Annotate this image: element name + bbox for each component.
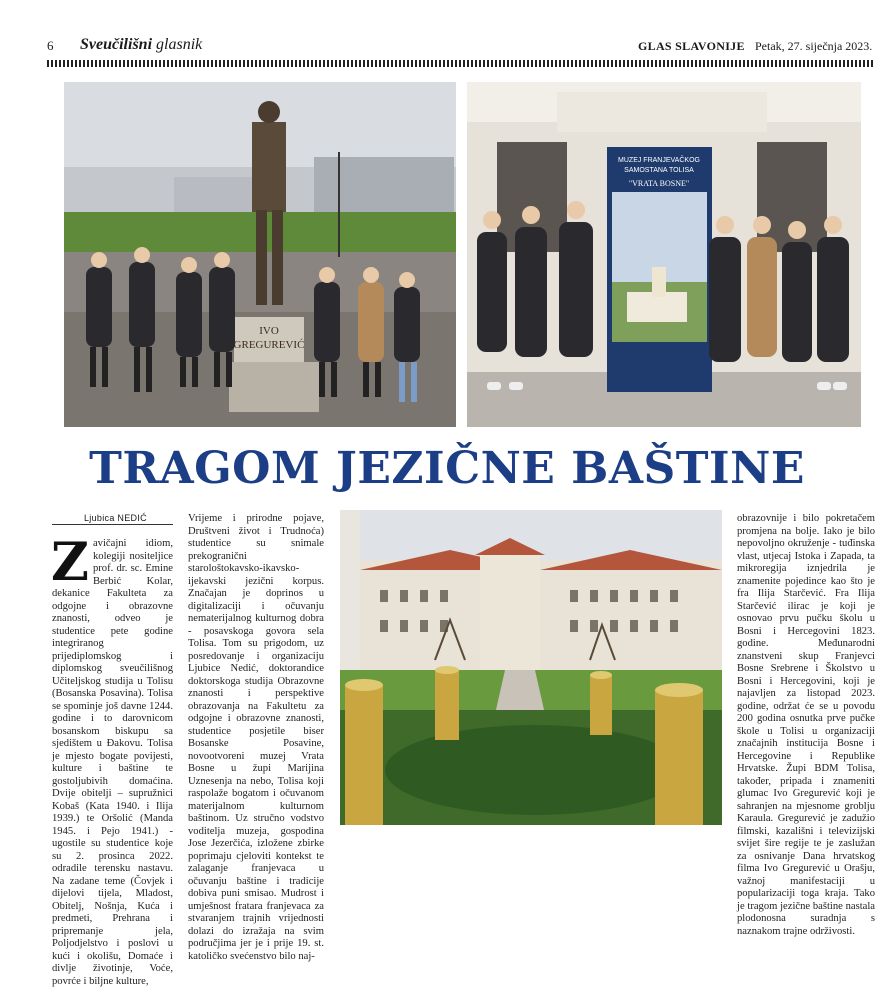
article-column-2: Vrijeme i prirodne pojave, Društveni život i Trudnoća) studentice su snimale prekogranični starološtokavsko-ikavsko-ijekavski jezični korpus. Značajan je doprinos u digitalizaciji i očuvanju nematerijalnog kulturnog dobra - posavskoga govora sela Tolisa. Tom su prigodom, uz posredovanje i organizaciju Ljubice Nedić, doktorandice doktorskoga studija Obrazovne znanosti i perspektive obrazovanja na Fakultetu za odgojne i obrazovne znanosti, studentice posjetile biser Bosanske Posavine, novootvoreni muzej Vrata Bosne u župi Marijina Uznesenja na nebo, Tolisa koji raspolaže bogatom i očuvanom materijalnom kulturnom baštinom. Uz stručno vodstvo voditelja muzeja, gospodina Jose Jezerčića, izložene zbirke poprimaju cjeloviti kontekst te zalaganje franjevaca u očuvanju baštine i tradicije dobiva puni smisao. Mudrost i umješnost fratara franjevaca za stvaranjem trajnih vrijednosti dolazi do izražaja na svim područjima jer je i prije 19. st. katoličko svećenstvo bilo naj- [188,513,324,962]
page-number: 6 [47,38,54,53]
header-rule [47,60,875,67]
issue-date: Petak, 27. siječnja 2023. [755,39,873,53]
banner-line2: SAMOSTANA TOLISA [624,167,694,174]
drop-cap: Z [51,532,89,593]
statue-plaque-line2: GREGUREVIĆ [233,339,305,351]
newspaper-name: GLAS SLAVONIJE [638,39,745,53]
masthead-light: glasnik [156,36,203,53]
photo-monastery [340,510,722,825]
banner-line1: MUZEJ FRANJEVAČKOG [618,157,700,164]
banner-line3: "VRATA BOSNE" [628,179,690,188]
photo-museum-group [467,82,861,427]
article-author: Ljubica NEDIĆ [84,513,147,523]
article-column-3: obrazovnije i bilo pokretačem promjena na bolje. Iako je bilo nepovoljno okruženje - tuđinska vlast, utjecaj Istoka i Zapada, ta mikroregija iznjedrila je znamenite pojedince kao što je fra Ilija Starčević. Fra Ilija Starčević ilirac je koji je osnovao prvu pučku školu u Bosni i Hercegovini 1823. godine. Međunarodni znanstveni skup Franjevci Bosne Srebrene i Školstvo u Bosni i Hercegovini, koji je najavljen za listopad 2023. godine, održat će se u povodu 200 godina osnutka prve pučke škole u Tolisi u organizaciji značajnih institucija Bosne i Hercegovine i Republike Hrvatske. Župi BDM Tolisa, također, pripada i znameniti glumac Ivo Gregurević koji je sahranjen na mjesnome groblju Karaula. Gregurević je zadužio filmski, kazališni i televizijski svijet šire regije te je zaslužan za osnivanje Dana hrvatskog filma Ivo Gregurević u Orašju, važnoj manifestaciji u popularizaciji toga kraja. Tako je tragom jezične baštine nastala plodonosna suradnja s naznakom trajne održivosti. [737,513,875,937]
column-1-text: avičajni idiom, kolegiji nositeljice prof. dr. sc. Emine Berbić Kolar, dekanice Fakulteta za odgojne i obrazovne znanosti, odveo je studentice pete godine integriranog prijediplomskog i diplomskog sveučilišnog Učiteljskog studija u Tolisu (Bosanska Posavina). Tolisa se spominje još davne 1244. godine i to darovnicom bosanskom biskupu sa sjedištem u Đakovu. Tolisa je mjesto bogate povijesti, kulture i baštine te gostoljubivih domaćina. Dvije obitelji – supružnici Kobaš (Kata 1940. i Ilija 1939.) te Oršolić (Manda 1945. i Pejo 1941.) - ugostile su studentice koje su 2. prosinca 2022. odradile terensku nastavu. Na zadane teme (Čovjek i dijelovi tijela, Mladost, Obitelj, Nošnja, Kuća i predmeti, Prehrana i pripremanje jela, Poljodjelstvo i poslovi u kući i okolišu, Domaće i divlje životinje, Voće, povrće i biljne kulture, [52,538,173,987]
statue-plaque-line1: IVO [259,325,279,337]
masthead [80,36,202,54]
photo-statue-group [64,82,456,427]
article-headline: TRAGOM JEZIČNE BAŠTINE [89,443,805,494]
page-header [0,0,894,66]
masthead-bold: Sveučilišni [80,36,153,53]
author-rule [52,524,173,525]
article-column-1 [51,532,173,988]
